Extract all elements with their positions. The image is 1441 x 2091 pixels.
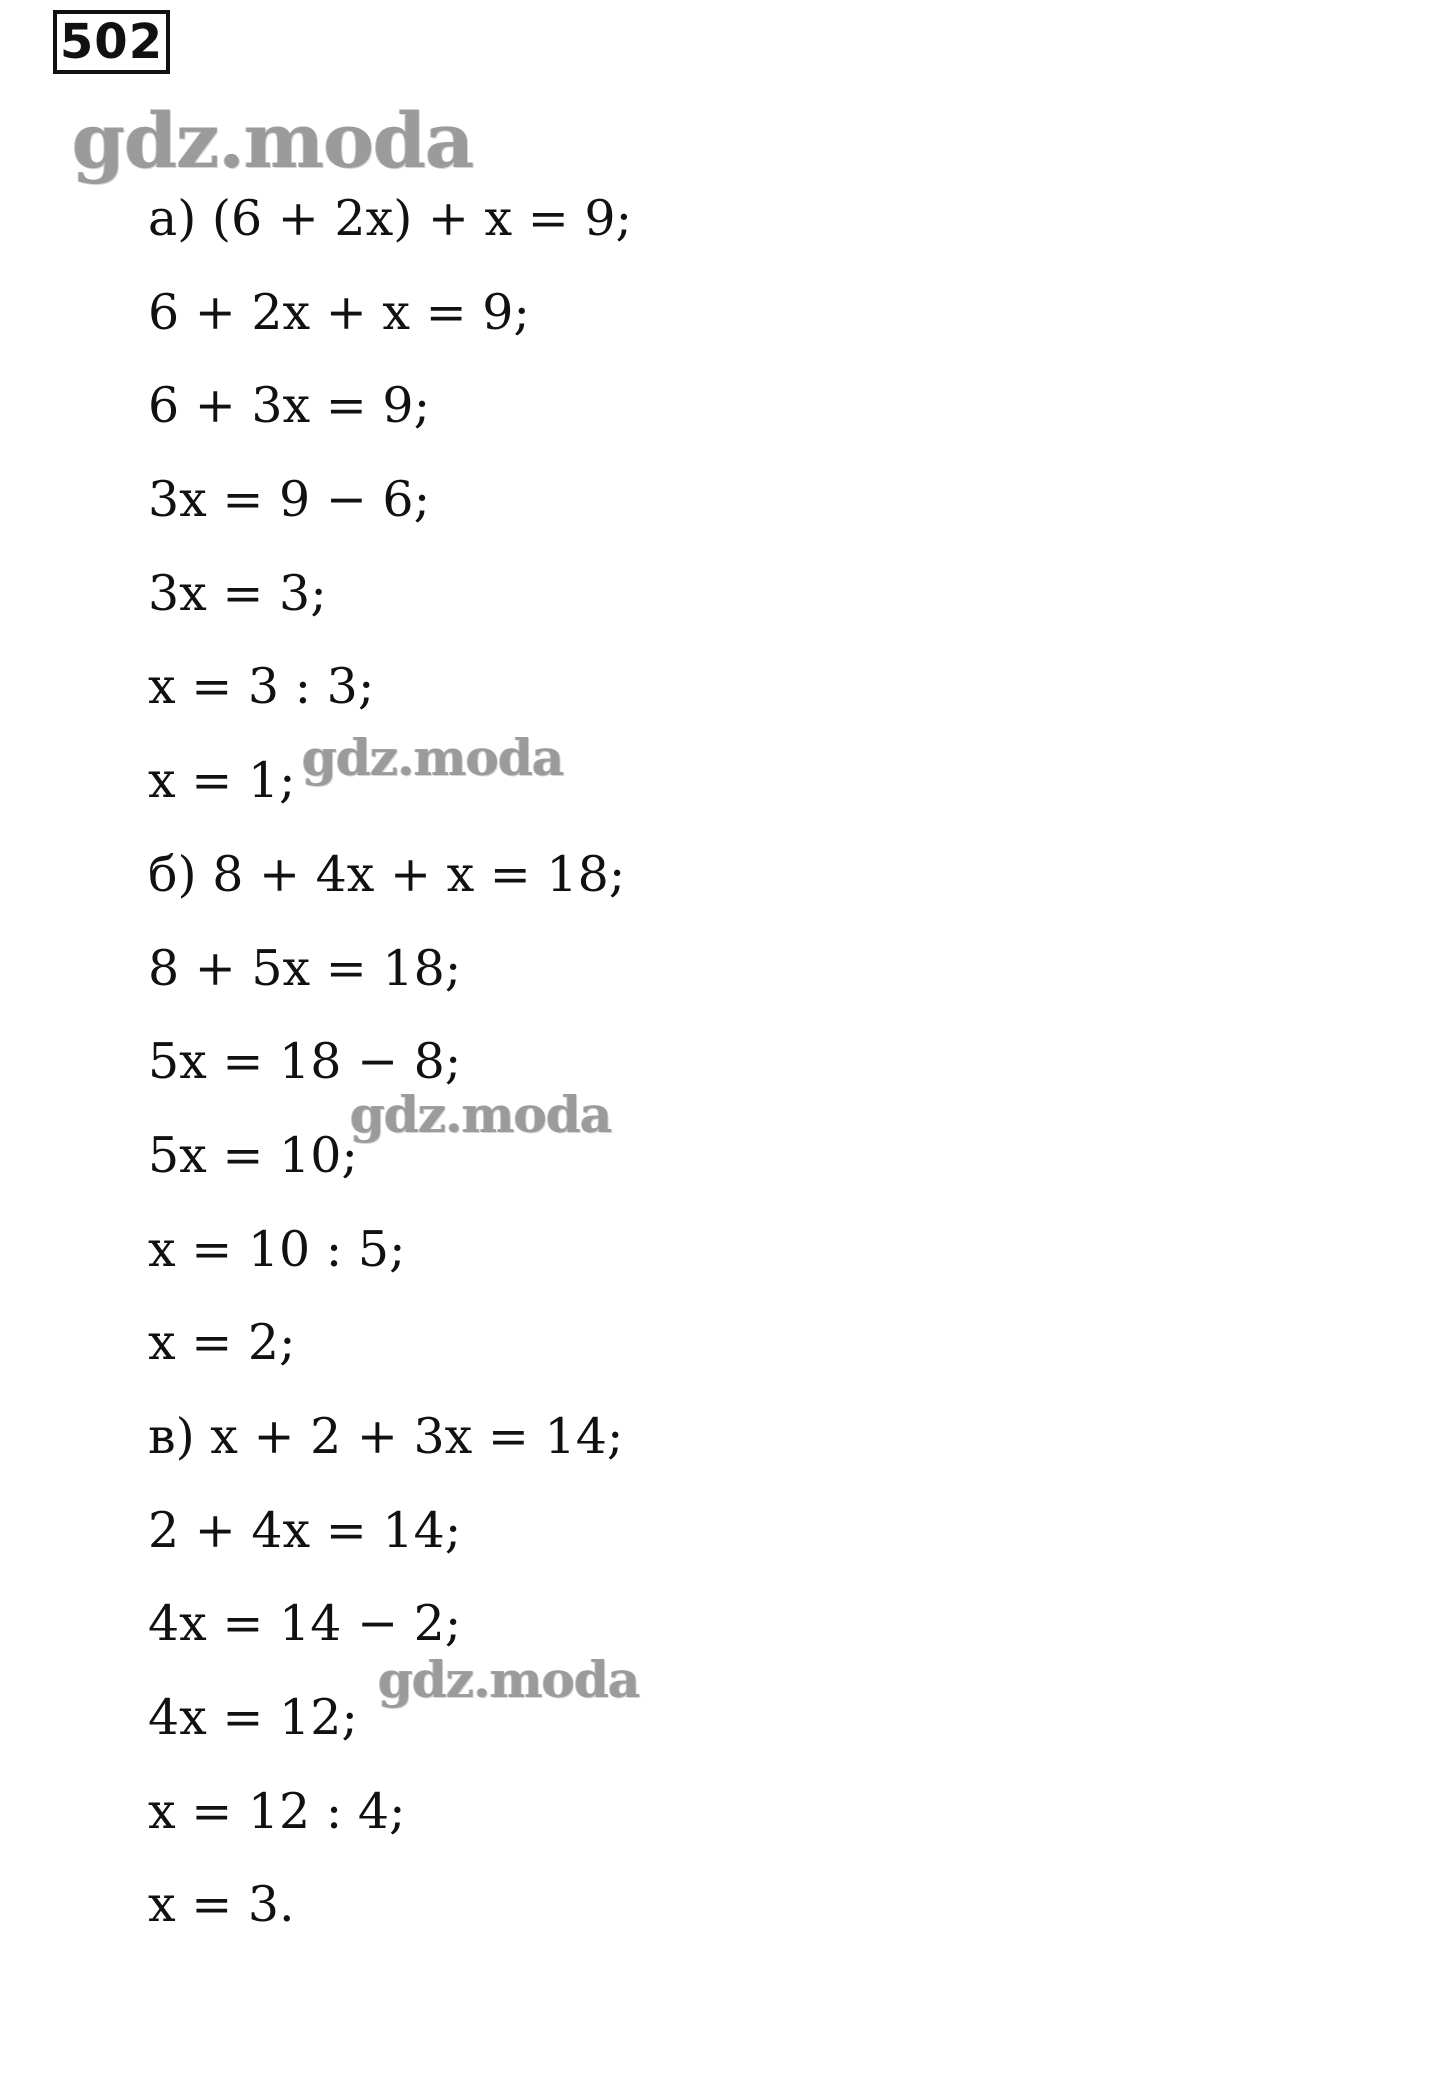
watermark-logo: gdz.moda	[72, 96, 474, 185]
watermark-logo: gdz.moda	[302, 728, 564, 787]
solution-line: x = 3.	[148, 1876, 295, 1934]
watermark-logo: gdz.moda	[378, 1650, 640, 1709]
solution-line: x = 3 : 3;	[148, 658, 375, 716]
solution-line: 4x = 14 − 2;	[148, 1595, 462, 1653]
solution-line: x = 2;	[148, 1314, 296, 1372]
solution-line: x = 12 : 4;	[148, 1782, 406, 1840]
solution-line: в) x + 2 + 3x = 14;	[148, 1407, 624, 1465]
task-number-box: 502	[53, 10, 170, 74]
solution-line: 2 + 4x = 14;	[148, 1501, 462, 1559]
solution-line: 6 + 2x + x = 9;	[148, 283, 530, 341]
solution-line: 3x = 3;	[148, 564, 327, 622]
solution-line: 5x = 18 − 8;	[148, 1033, 462, 1091]
solution-line: б) 8 + 4x + x = 18;	[148, 845, 626, 903]
solution-line: 3x = 9 − 6;	[148, 471, 431, 529]
solution-line: а) (6 + 2x) + x = 9;	[148, 190, 633, 247]
solution-line: x = 1;	[148, 752, 296, 810]
watermark-logo: gdz.moda	[350, 1085, 612, 1144]
solution-line: 5x = 10;	[148, 1126, 358, 1184]
solution-line: 8 + 5x = 18;	[148, 939, 462, 997]
solution-line: x = 10 : 5;	[148, 1220, 406, 1278]
solution-steps	[148, 183, 632, 1963]
solution-line: 4x = 12;	[148, 1689, 358, 1746]
solution-line: 6 + 3x = 9;	[148, 377, 431, 435]
